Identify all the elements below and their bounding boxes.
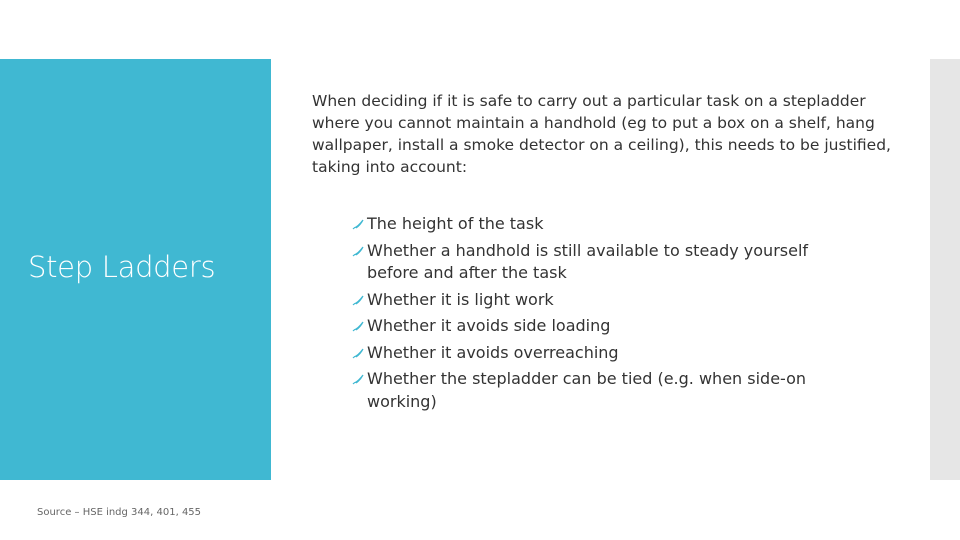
bullet-text: Whether it avoids side loading [367,316,611,335]
bullet-text: Whether it is light work [367,289,554,309]
bullet-item [352,289,832,312]
bullet-text: Whether the stepladder can be tied (e.g. when side-on working) [367,369,807,411]
source-citation: Source – HSE indg 344, 401, 455 [37,507,202,518]
scroll-bullet-icon [352,373,365,385]
right-side-bar [930,59,960,480]
bullet-item [352,342,832,365]
bullet-text: The height of the task [367,214,544,233]
bullet-text: Whether it avoids overreaching [367,342,619,362]
bullet-item [352,213,832,236]
bullet-item [352,368,832,413]
bullet-list [352,213,832,417]
scroll-bullet-icon [352,320,365,332]
bullet-text: Whether a handhold is still available to steady yourself before and after the task [367,240,809,282]
bullet-item [352,315,832,338]
scroll-bullet-icon [352,347,365,359]
intro-paragraph: When deciding if it is safe to carry out a particular task on a stepladder where you cannot maintain a handhold (eg to put a box on a shelf, hang wallpaper, install a smoke detector on a ceiling), this needs to be justified, taking into account: [312,92,891,176]
scroll-bullet-icon [352,245,365,257]
slide-title: Step Ladders [28,250,216,284]
scroll-bullet-icon [352,218,365,230]
scroll-bullet-icon [352,294,365,306]
bullet-item [352,240,832,285]
